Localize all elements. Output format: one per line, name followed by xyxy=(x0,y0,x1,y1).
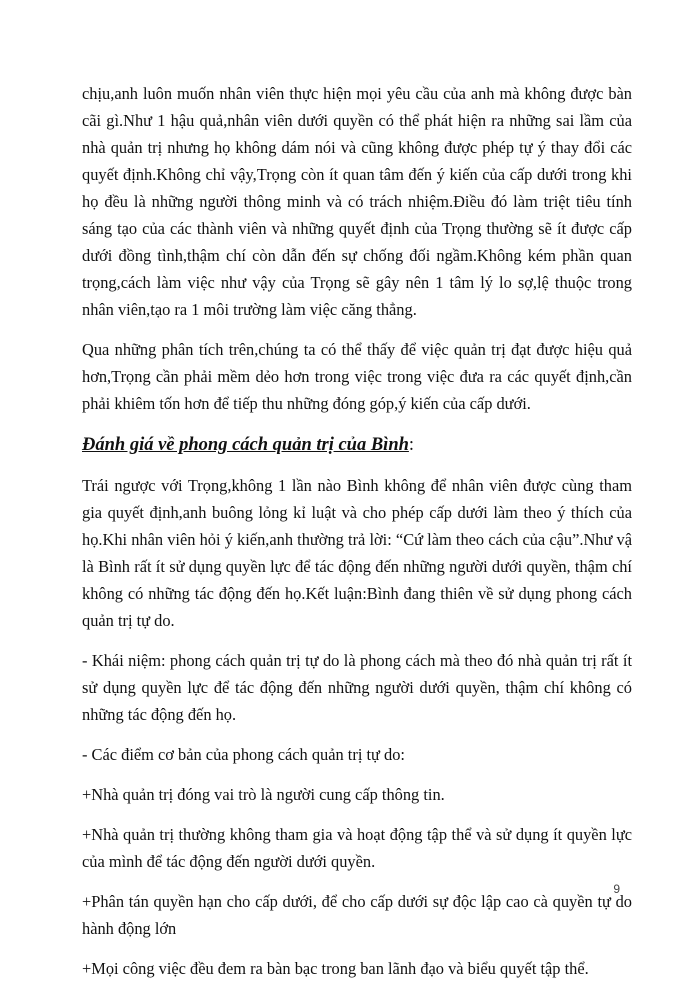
section-heading-colon: : xyxy=(408,435,415,455)
page-number: 9 xyxy=(613,882,620,896)
section-heading-text: Đánh giá về phong cách quản trị của Bình xyxy=(82,435,409,455)
list-item-1: +Nhà quản trị đóng vai trò là người cung cấp thông tin. xyxy=(82,785,445,804)
definition-paragraph: - Khái niệm: phong cách quản trị tự do là phong cách mà theo đó nhà quản trị rất ít sử dụng quyền lực để tác động đến những người dưới quyền, thậm chí không có những tác động đến họ. xyxy=(82,651,632,724)
paragraph-2: Qua những phân tích trên,chúng ta có thể thấy để việc quản trị đạt được hiệu quả hơn,Trọng cần phải mềm dẻo hơn trong việc trong việc đưa ra các quyết định,cần phải khiêm tốn hơn để tiếp thu những đóng góp,ý kiến của cấp dưới. xyxy=(82,340,632,413)
paragraph-3: Trái ngược với Trọng,không 1 lần nào Bình không để nhân viên được cùng tham gia quyết định,anh buông lỏng kỉ luật và cho phép cấp dưới làm theo ý thích của họ.Khi nhân viên hỏi ý kiến,anh thường trả lời: “Cứ làm theo cách của cậu”.Như vậ là Bình rất ít sử dụng quyền lực để tác động đến những người dưới quyền, thậm chí không có những tác động đến họ.Kết luận:Bình đang thiên về sử dụng phong cách quản trị tự do. xyxy=(82,476,632,630)
section-heading xyxy=(82,430,632,460)
paragraph-1: chịu,anh luôn muốn nhân viên thực hiện mọi yêu cầu của anh mà không được bàn cãi gì.Như 1 hậu quả,nhân viên dưới quyền có thể phát hiện ra những sai lầm của nhà quản trị nhưng họ không dám nói và cũng không được phép tự ý thay đổi các quyết định.Không chỉ vậy,Trọng còn ít quan tâm đến ý kiến của cấp dưới trong khi họ đều là những người thông minh và có trách nhiệm.Điều đó làm triệt tiêu tính sáng tạo của các thành viên và những quyết định của Trọng thường sẽ ít được cấp dưới đồng tình,thậm chí còn dẫn đến sự chống đối ngầm.Không kém phần quan trọng,cách làm việc như vậy của Trọng sẽ gây nên 1 tâm lý lo sợ,lệ thuộc trong nhân viên,tạo ra 1 môi trường làm việc căng thẳng. xyxy=(82,84,632,319)
list-item-4: +Mọi công việc đều đem ra bàn bạc trong ban lãnh đạo và biểu quyết tập thể. xyxy=(82,959,589,978)
list-intro: - Các điểm cơ bản của phong cách quản trị tự do: xyxy=(82,745,405,764)
list-item-2: +Nhà quản trị thường không tham gia và hoạt động tập thể và sử dụng ít quyền lực của mình để tác động đến người dưới quyền. xyxy=(82,825,632,871)
list-item-3: +Phân tán quyền hạn cho cấp dưới, để cho cấp dưới sự độc lập cao cà quyền tự do hành động lớn xyxy=(82,892,632,938)
